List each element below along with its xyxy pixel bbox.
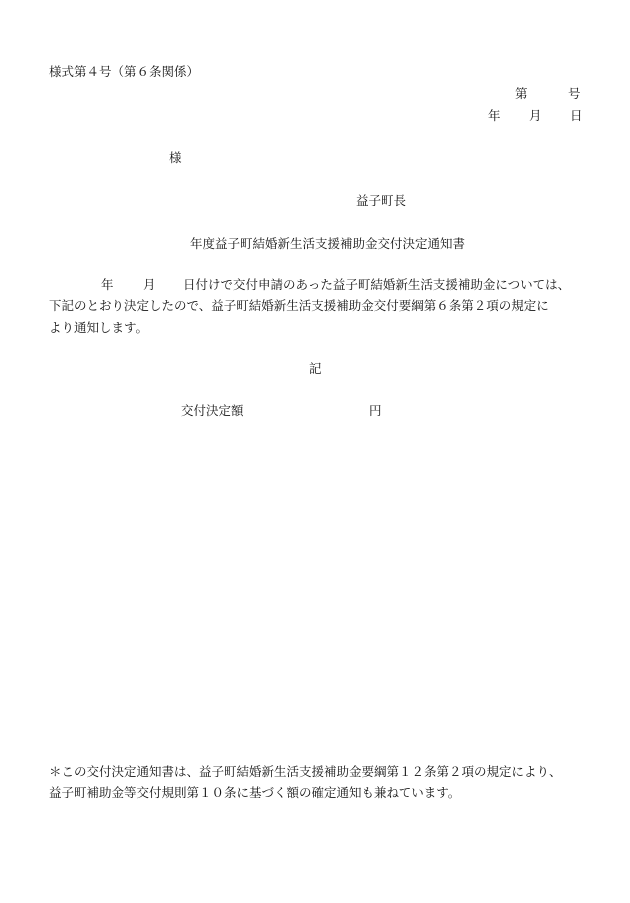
addressee-honorific: 様 [169, 150, 182, 165]
footnote-line-2: 益子町補助金等交付規則第１０条に基づく額の確定通知も兼ねています。 [49, 785, 461, 800]
record-marker: 記 [309, 361, 322, 376]
document-number-prefix: 第 [515, 86, 528, 101]
issue-date-year: 年 [488, 108, 501, 123]
body-paragraph-line-3: より通知します。 [49, 320, 149, 335]
document-number-suffix: 号 [568, 86, 581, 101]
issue-date-day: 日 [570, 108, 583, 123]
grant-amount-unit: 円 [369, 403, 382, 418]
issue-date [488, 110, 583, 123]
application-date-year: 年 [101, 277, 114, 292]
document-number [515, 88, 581, 101]
body-line-1-text: 日付けで交付申請のあった益子町結婚新生活支援補助金については、 [183, 277, 571, 292]
body-paragraph-line-2: 下記のとおり決定したので、益子町結婚新生活支援補助金交付要綱第６条第２項の規定に [49, 298, 549, 313]
application-date-month: 月 [143, 277, 156, 292]
body-paragraph-line-1 [101, 279, 570, 292]
form-number: 様式第４号（第６条関係） [49, 64, 200, 79]
footnote-line-1: ＊この交付決定通知書は、益子町結婚新生活支援補助金要綱第１２条第２項の規定により、 [49, 764, 562, 779]
document-title: 年度益子町結婚新生活支援補助金交付決定通知書 [190, 236, 466, 251]
grant-amount-label: 交付決定額 [181, 403, 244, 418]
issue-date-month: 月 [529, 108, 542, 123]
sender-name: 益子町長 [356, 193, 407, 208]
